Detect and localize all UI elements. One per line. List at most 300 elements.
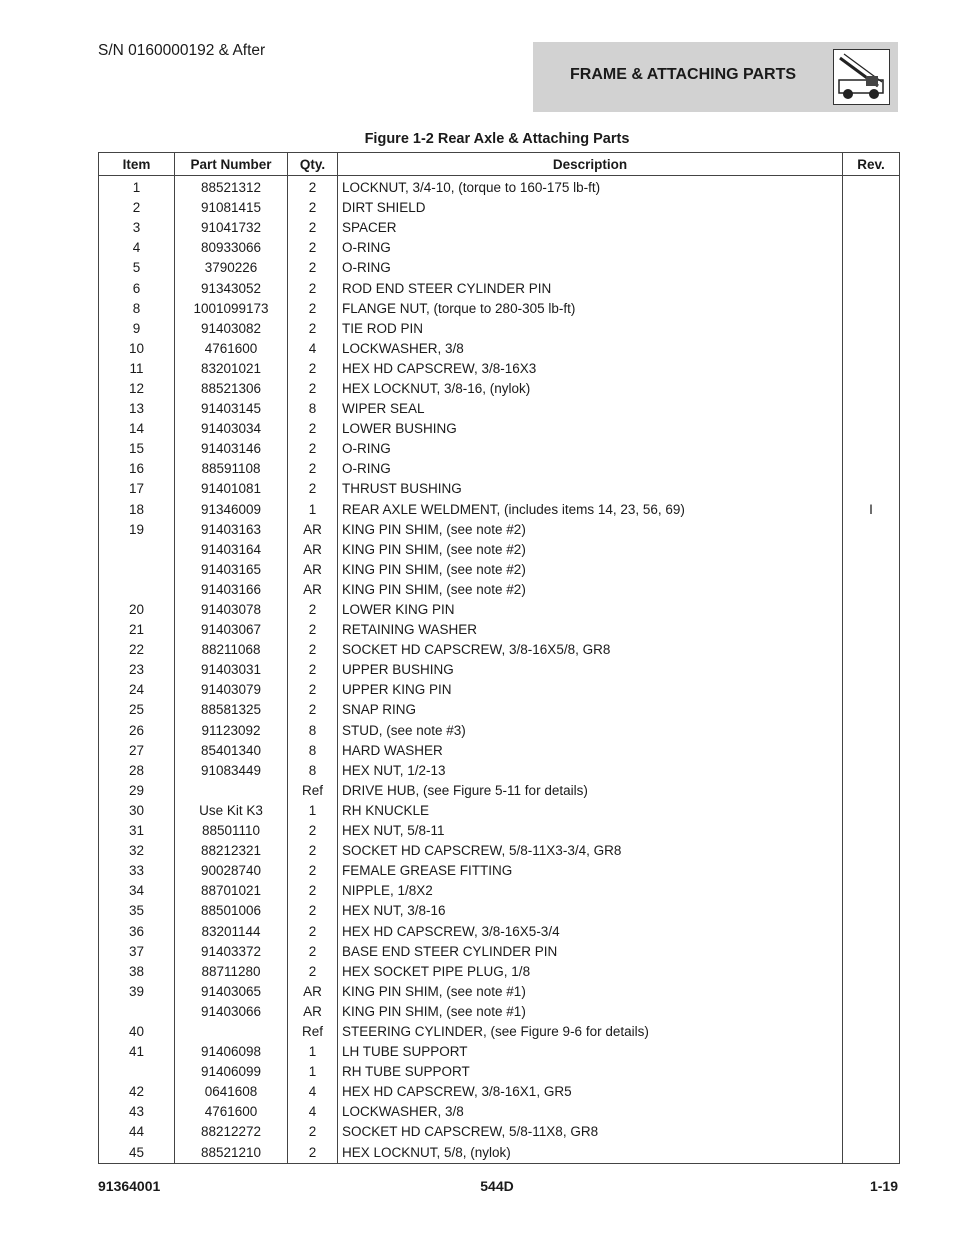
part-number-cell: 85401340 [175,741,288,761]
table-row [99,399,900,419]
quantity-cell: 2 [288,921,338,941]
revision-cell [843,801,900,821]
quantity-cell: 2 [288,359,338,379]
description-cell: SPACER [338,218,843,238]
description-cell: HEX HD CAPSCREW, 3/8-16X3 [338,359,843,379]
model-name: 544D [480,1178,514,1194]
part-number-cell: 91403067 [175,620,288,640]
description-cell: DRIVE HUB, (see Figure 5-11 for details) [338,781,843,801]
table-row [99,861,900,881]
description-cell: LOCKWASHER, 3/8 [338,339,843,359]
part-number-cell: 88591108 [175,459,288,479]
revision-cell [843,962,900,982]
description-cell: STEERING CYLINDER, (see Figure 9-6 for details) [338,1022,843,1042]
item-number-cell: 37 [99,942,175,962]
table-row [99,1102,900,1122]
item-number-cell: 30 [99,801,175,821]
quantity-cell: 2 [288,962,338,982]
item-number-cell: 17 [99,479,175,499]
item-number-cell: 6 [99,278,175,298]
part-number-cell: 91403146 [175,439,288,459]
quantity-cell: 2 [288,278,338,298]
table-header [99,153,900,176]
revision-cell [843,299,900,319]
revision-cell [843,439,900,459]
description-cell: UPPER KING PIN [338,680,843,700]
table-row [99,821,900,841]
item-number-cell: 2 [99,198,175,218]
table-row [99,560,900,580]
item-number-cell: 14 [99,419,175,439]
item-number-cell: 23 [99,660,175,680]
item-number-cell: 40 [99,1022,175,1042]
item-number-cell [99,1062,175,1082]
description-cell: O-RING [338,258,843,278]
item-number-cell: 11 [99,359,175,379]
quantity-cell: 2 [288,881,338,901]
item-number-cell [99,580,175,600]
item-number-cell: 42 [99,1082,175,1102]
column-header: Rev. [843,153,900,176]
quantity-cell: 2 [288,198,338,218]
revision-cell [843,640,900,660]
part-number-cell: 91401081 [175,479,288,499]
table-row [99,1062,900,1082]
item-number-cell: 45 [99,1143,175,1164]
part-number-cell: 88212272 [175,1122,288,1142]
description-cell: SOCKET HD CAPSCREW, 5/8-11X8, GR8 [338,1122,843,1142]
description-cell: O-RING [338,238,843,258]
table-row [99,459,900,479]
item-number-cell [99,560,175,580]
item-number-cell: 1 [99,176,175,199]
part-number-cell: 88701021 [175,881,288,901]
part-number-cell: 4761600 [175,339,288,359]
table-row [99,218,900,238]
quantity-cell: 2 [288,218,338,238]
quantity-cell: 4 [288,1082,338,1102]
part-number-cell: 0641608 [175,1082,288,1102]
item-number-cell [99,540,175,560]
revision-cell [843,1143,900,1164]
description-cell: NIPPLE, 1/8X2 [338,881,843,901]
description-cell: KING PIN SHIM, (see note #2) [338,520,843,540]
table-row [99,439,900,459]
quantity-cell: 2 [288,459,338,479]
table-row [99,700,900,720]
description-cell: HEX HD CAPSCREW, 3/8-16X5-3/4 [338,921,843,941]
item-number-cell: 27 [99,741,175,761]
item-number-cell: 33 [99,861,175,881]
revision-cell [843,901,900,921]
table-row [99,680,900,700]
quantity-cell: 2 [288,841,338,861]
quantity-cell: 2 [288,680,338,700]
description-cell: HEX SOCKET PIPE PLUG, 1/8 [338,962,843,982]
description-cell: ROD END STEER CYLINDER PIN [338,278,843,298]
quantity-cell: 2 [288,319,338,339]
description-cell: HEX NUT, 1/2-13 [338,761,843,781]
part-number-cell: 91403079 [175,680,288,700]
quantity-cell: 2 [288,942,338,962]
quantity-cell: 1 [288,801,338,821]
table-row [99,379,900,399]
revision-cell [843,1022,900,1042]
revision-cell [843,218,900,238]
part-number-cell: 91346009 [175,500,288,520]
part-number-cell: 91406099 [175,1062,288,1082]
description-cell: HEX NUT, 5/8-11 [338,821,843,841]
description-cell: BASE END STEER CYLINDER PIN [338,942,843,962]
description-cell: LH TUBE SUPPORT [338,1042,843,1062]
table-row [99,942,900,962]
column-header: Qty. [288,153,338,176]
quantity-cell: 2 [288,258,338,278]
part-number-cell [175,1022,288,1042]
quantity-cell: AR [288,580,338,600]
quantity-cell: 4 [288,1102,338,1122]
revision-cell [843,176,900,199]
item-number-cell: 26 [99,721,175,741]
table-row [99,962,900,982]
item-number-cell: 16 [99,459,175,479]
revision-cell [843,741,900,761]
part-number-cell: 88581325 [175,700,288,720]
quantity-cell: AR [288,982,338,1002]
part-number-cell: 91403372 [175,942,288,962]
revision-cell: I [843,500,900,520]
description-cell: FLANGE NUT, (torque to 280-305 lb-ft) [338,299,843,319]
part-number-cell [175,781,288,801]
description-cell: KING PIN SHIM, (see note #2) [338,580,843,600]
description-cell: LOCKWASHER, 3/8 [338,1102,843,1122]
revision-cell [843,479,900,499]
part-number-cell: 88521210 [175,1143,288,1164]
quantity-cell: Ref [288,781,338,801]
part-number-cell: Use Kit K3 [175,801,288,821]
table-row [99,901,900,921]
item-number-cell: 43 [99,1102,175,1122]
revision-cell [843,1102,900,1122]
part-number-cell: 91403082 [175,319,288,339]
part-number-cell: 80933066 [175,238,288,258]
quantity-cell: 1 [288,1042,338,1062]
description-cell: DIRT SHIELD [338,198,843,218]
part-number-cell: 90028740 [175,861,288,881]
part-number-cell: 91403163 [175,520,288,540]
table-row [99,921,900,941]
revision-cell [843,258,900,278]
revision-cell [843,540,900,560]
item-number-cell: 25 [99,700,175,720]
table-row [99,1122,900,1142]
item-number-cell: 18 [99,500,175,520]
table-row [99,258,900,278]
revision-cell [843,700,900,720]
part-number-cell: 91081415 [175,198,288,218]
table-row [99,419,900,439]
revision-cell [843,821,900,841]
table-row [99,176,900,199]
serial-number: S/N 0160000192 & After [98,42,266,59]
part-number-cell: 88521306 [175,379,288,399]
quantity-cell: 8 [288,721,338,741]
part-number-cell: 91343052 [175,278,288,298]
table-row [99,299,900,319]
part-number-cell: 91403165 [175,560,288,580]
quantity-cell: AR [288,540,338,560]
description-cell: O-RING [338,459,843,479]
item-number-cell: 39 [99,982,175,1002]
description-cell: KING PIN SHIM, (see note #2) [338,540,843,560]
description-cell: HEX LOCKNUT, 3/8-16, (nylok) [338,379,843,399]
quantity-cell: 2 [288,176,338,199]
quantity-cell: 1 [288,500,338,520]
quantity-cell: 2 [288,700,338,720]
column-header: Description [338,153,843,176]
description-cell: RETAINING WASHER [338,620,843,640]
quantity-cell: 2 [288,379,338,399]
table-row [99,580,900,600]
column-header: Part Number [175,153,288,176]
revision-cell [843,1082,900,1102]
part-number-cell: 88211068 [175,640,288,660]
table-row [99,479,900,499]
description-cell: SOCKET HD CAPSCREW, 3/8-16X5/8, GR8 [338,640,843,660]
item-number-cell: 28 [99,761,175,781]
table-row [99,339,900,359]
table-row [99,1143,900,1164]
part-number-cell: 1001099173 [175,299,288,319]
table-row [99,881,900,901]
description-cell: O-RING [338,439,843,459]
description-cell: TIE ROD PIN [338,319,843,339]
table-row [99,721,900,741]
revision-cell [843,278,900,298]
item-number-cell: 10 [99,339,175,359]
revision-cell [843,319,900,339]
quantity-cell: AR [288,520,338,540]
description-cell: WIPER SEAL [338,399,843,419]
description-cell: THRUST BUSHING [338,479,843,499]
item-number-cell: 41 [99,1042,175,1062]
description-cell: LOWER BUSHING [338,419,843,439]
part-number-cell: 88711280 [175,962,288,982]
part-number-cell: 88212321 [175,841,288,861]
description-cell: KING PIN SHIM, (see note #1) [338,982,843,1002]
table-row [99,781,900,801]
part-number-cell: 91403166 [175,580,288,600]
table-row [99,660,900,680]
quantity-cell: 2 [288,901,338,921]
revision-cell [843,861,900,881]
item-number-cell: 22 [99,640,175,660]
part-number-cell: 3790226 [175,258,288,278]
revision-cell [843,238,900,258]
quantity-cell: 2 [288,1143,338,1164]
item-number-cell: 9 [99,319,175,339]
quantity-cell: AR [288,560,338,580]
part-number-cell: 88501006 [175,901,288,921]
revision-cell [843,1062,900,1082]
revision-cell [843,459,900,479]
item-number-cell: 5 [99,258,175,278]
revision-cell [843,359,900,379]
revision-cell [843,339,900,359]
quantity-cell: 2 [288,660,338,680]
item-number-cell: 12 [99,379,175,399]
quantity-cell: 4 [288,339,338,359]
revision-cell [843,1042,900,1062]
part-number-cell: 91403031 [175,660,288,680]
description-cell: KING PIN SHIM, (see note #2) [338,560,843,580]
telehandler-icon [833,49,890,105]
section-banner [533,42,898,112]
part-number-cell: 83201144 [175,921,288,941]
item-number-cell: 31 [99,821,175,841]
item-number-cell: 19 [99,520,175,540]
item-number-cell: 20 [99,600,175,620]
quantity-cell: 2 [288,238,338,258]
revision-cell [843,660,900,680]
revision-cell [843,419,900,439]
quantity-cell: 8 [288,399,338,419]
part-number-cell: 91403066 [175,1002,288,1022]
part-number-cell: 91403034 [175,419,288,439]
description-cell: REAR AXLE WELDMENT, (includes items 14, 23, 56, 69) [338,500,843,520]
description-cell: RH KNUCKLE [338,801,843,821]
revision-cell [843,721,900,741]
quantity-cell: Ref [288,1022,338,1042]
item-number-cell: 38 [99,962,175,982]
revision-cell [843,560,900,580]
item-number-cell: 36 [99,921,175,941]
description-cell: HEX HD CAPSCREW, 3/8-16X1, GR5 [338,1082,843,1102]
quantity-cell: 2 [288,600,338,620]
table-row [99,741,900,761]
table-row [99,500,900,520]
revision-cell [843,1122,900,1142]
quantity-cell: 2 [288,299,338,319]
part-number-cell: 91403065 [175,982,288,1002]
quantity-cell: AR [288,1002,338,1022]
table-row [99,801,900,821]
part-number-cell: 83201021 [175,359,288,379]
description-cell: SNAP RING [338,700,843,720]
part-number-cell: 91403145 [175,399,288,419]
item-number-cell: 35 [99,901,175,921]
item-number-cell: 4 [99,238,175,258]
revision-cell [843,942,900,962]
part-number-cell: 91123092 [175,721,288,741]
quantity-cell: 2 [288,821,338,841]
description-cell: HEX LOCKNUT, 5/8, (nylok) [338,1143,843,1164]
table-row [99,238,900,258]
document-number: 91364001 [98,1178,161,1194]
revision-cell [843,881,900,901]
quantity-cell: 2 [288,439,338,459]
quantity-cell: 8 [288,741,338,761]
quantity-cell: 2 [288,640,338,660]
page-number: 1-19 [869,1178,898,1194]
quantity-cell: 2 [288,620,338,640]
parts-table [98,152,900,1164]
revision-cell [843,781,900,801]
table-row [99,640,900,660]
quantity-cell: 1 [288,1062,338,1082]
description-cell: UPPER BUSHING [338,660,843,680]
table-row [99,600,900,620]
description-cell: HEX NUT, 3/8-16 [338,901,843,921]
description-cell: SOCKET HD CAPSCREW, 5/8-11X3-3/4, GR8 [338,841,843,861]
revision-cell [843,841,900,861]
description-cell: STUD, (see note #3) [338,721,843,741]
item-number-cell: 32 [99,841,175,861]
item-number-cell: 34 [99,881,175,901]
revision-cell [843,600,900,620]
revision-cell [843,680,900,700]
part-number-cell: 91406098 [175,1042,288,1062]
part-number-cell: 91083449 [175,761,288,781]
part-number-cell: 91403078 [175,600,288,620]
table-row [99,761,900,781]
table-row [99,520,900,540]
item-number-cell: 8 [99,299,175,319]
description-cell: LOCKNUT, 3/4-10, (torque to 160-175 lb-ft) [338,176,843,199]
item-number-cell: 21 [99,620,175,640]
table-row [99,841,900,861]
quantity-cell: 2 [288,1122,338,1142]
item-number-cell: 44 [99,1122,175,1142]
revision-cell [843,399,900,419]
revision-cell [843,198,900,218]
revision-cell [843,379,900,399]
part-number-cell: 88501110 [175,821,288,841]
revision-cell [843,1002,900,1022]
revision-cell [843,580,900,600]
table-row [99,1042,900,1062]
item-number-cell: 29 [99,781,175,801]
revision-cell [843,520,900,540]
description-cell: FEMALE GREASE FITTING [338,861,843,881]
quantity-cell: 8 [288,761,338,781]
revision-cell [843,761,900,781]
quantity-cell: 2 [288,861,338,881]
part-number-cell: 91403164 [175,540,288,560]
item-number-cell: 3 [99,218,175,238]
column-header: Item [99,153,175,176]
section-title: FRAME & ATTACHING PARTS [570,66,797,83]
revision-cell [843,982,900,1002]
description-cell: HARD WASHER [338,741,843,761]
revision-cell [843,921,900,941]
figure-title: Figure 1-2 Rear Axle & Attaching Parts [364,131,630,147]
description-cell: KING PIN SHIM, (see note #1) [338,1002,843,1022]
table-row [99,198,900,218]
part-number-cell: 91041732 [175,218,288,238]
table-row [99,620,900,640]
item-number-cell [99,1002,175,1022]
table-row [99,540,900,560]
table-row [99,1002,900,1022]
table-row [99,278,900,298]
item-number-cell: 24 [99,680,175,700]
item-number-cell: 15 [99,439,175,459]
table-row [99,319,900,339]
part-number-cell: 4761600 [175,1102,288,1122]
table-row [99,1082,900,1102]
revision-cell [843,620,900,640]
